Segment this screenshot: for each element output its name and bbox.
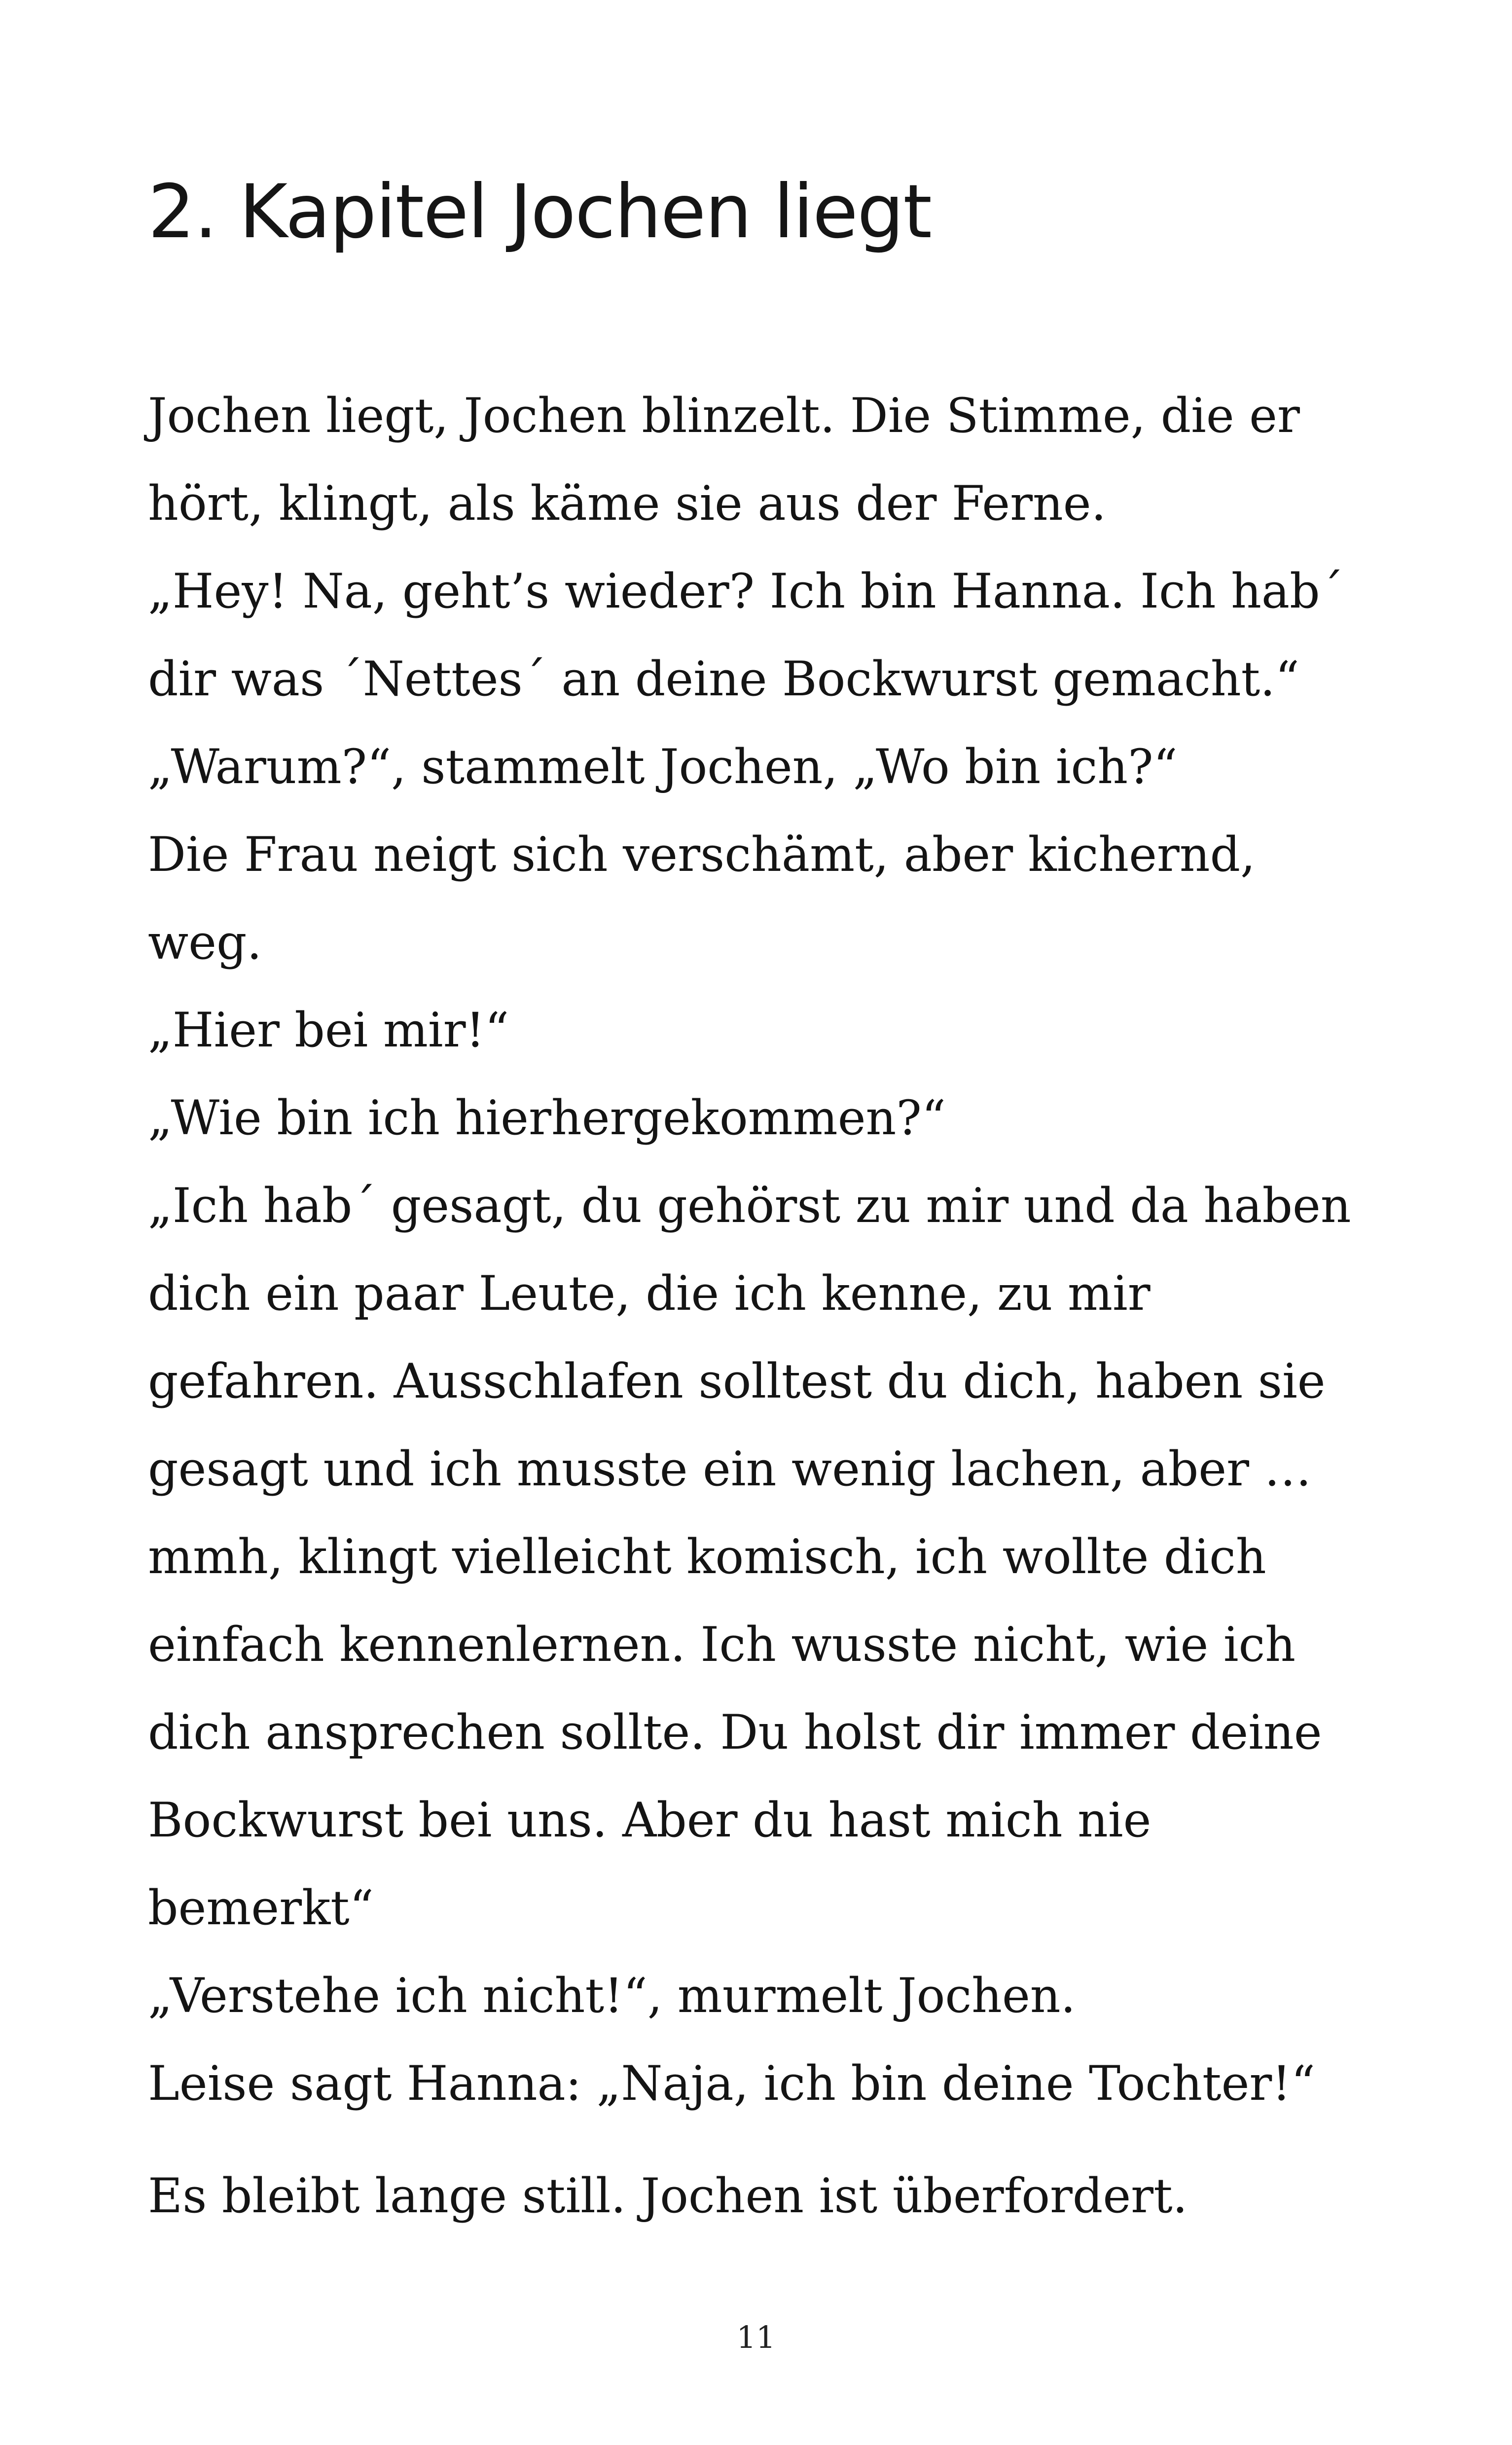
text-line: gesagt und ich musste ein wenig lachen, aber … xyxy=(148,1441,1312,1497)
last-paragraph: Es bleibt lange still. Jochen ist überfordert. xyxy=(148,2168,1188,2224)
text-line: weg. xyxy=(148,915,262,970)
text-line: dich ansprechen sollte. Du holst dir immer deine xyxy=(148,1705,1322,1760)
page-number: 11 xyxy=(736,2319,776,2355)
text-line: „Verstehe ich nicht!“, murmelt Jochen. xyxy=(148,1968,1076,2023)
text-line: „Warum?“, stammelt Jochen, „Wo bin ich?“ xyxy=(148,739,1178,794)
text-line: „Wie bin ich hierhergekommen?“ xyxy=(148,1090,946,1146)
text-line: Die Frau neigt sich verschämt, aber kichernd, xyxy=(148,827,1256,882)
text-line: Jochen liegt, Jochen blinzelt. Die Stimme, die er xyxy=(148,388,1300,443)
text-line: „Hier bei mir!“ xyxy=(148,1003,509,1058)
text-line: dich ein paar Leute, die ich kenne, zu mir xyxy=(148,1266,1151,1321)
text-line: hört, klingt, als käme sie aus der Ferne. xyxy=(148,476,1107,531)
chapter-title: 2. Kapitel Jochen liegt xyxy=(148,169,932,255)
chapter-body xyxy=(148,372,1391,2240)
text-line: einfach kennenlernen. Ich wusste nicht, wie ich xyxy=(148,1617,1296,1672)
text-line: gefahren. Ausschlafen solltest du dich, haben sie xyxy=(148,1354,1326,1409)
text-line: Bockwurst bei uns. Aber du hast mich nie xyxy=(148,1793,1152,1848)
text-line: mmh, klingt vielleicht komisch, ich wollte dich xyxy=(148,1529,1266,1584)
text-line: „Hey! Na, geht’s wieder? Ich bin Hanna. Ich hab´ xyxy=(148,564,1344,619)
text-line: Leise sagt Hanna: „Naja, ich bin deine Tochter!“ xyxy=(148,2056,1315,2111)
text-line: bemerkt“ xyxy=(148,1880,374,1936)
text-line: dir was ´Nettes´ an deine Bockwurst gemacht.“ xyxy=(148,651,1299,707)
paragraph-gap xyxy=(148,2127,1391,2152)
text-line: „Ich hab´ gesagt, du gehörst zu mir und da haben xyxy=(148,1178,1351,1233)
